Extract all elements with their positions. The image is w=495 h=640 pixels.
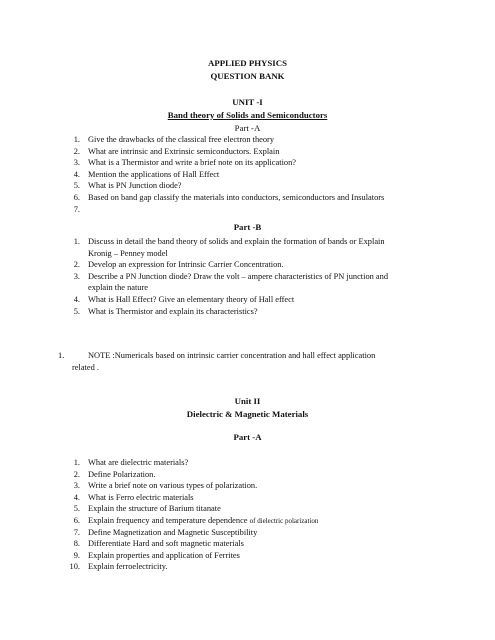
- unit1-part-a-list: [0, 134, 495, 215]
- list-item: 2. Develop an expression for Intrinsic Carrier Concentration.: [73, 260, 284, 270]
- unit1-part-a-label: Part -A: [234, 123, 261, 133]
- unit1-part-b-label: Part -B: [233, 222, 262, 232]
- list-item: 2. Define Polarization.: [73, 469, 156, 479]
- list-item: 1. Give the drawbacks of the classical free electron theory: [73, 135, 275, 144]
- unit2-part-a-list: [0, 457, 495, 573]
- list-item: 3. Describe a PN Junction diode? Draw the volt – ampere characteristics of PN junction and explain the nature: [73, 271, 389, 293]
- list-item: 9. Explain properties and application of Ferrites: [73, 550, 240, 560]
- list-item: 5. What is PN Junction diode?: [73, 181, 182, 191]
- list-item: 6. Explain frequency and temperature dependence of dielectric polarization: [73, 515, 319, 525]
- list-item: 6. Based on band gap classify the materials into conductors, semiconductors and Insulators: [73, 192, 385, 202]
- list-item: 4. What is Ferro electric materials: [73, 492, 194, 502]
- list-item: 5. Explain the structure of Barium titanate: [73, 504, 221, 514]
- list-item: 7. Define Magnetization and Magnetic Susceptibility: [73, 527, 258, 537]
- unit2-subheading: Dielectric & Magnetic Materials: [186, 409, 309, 419]
- list-item: 8. Differentiate Hard and soft magnetic materials: [73, 539, 244, 549]
- unit2-heading: Unit II: [234, 396, 261, 406]
- list-item: 3. Write a brief note on various types of polarization.: [73, 481, 258, 491]
- list-item: 1. What are dielectric materials?: [73, 458, 189, 467]
- note-text-continued: related .: [72, 363, 99, 372]
- list-item: 4. What is Hall Effect? Give an elementary theory of Hall effect: [73, 294, 295, 304]
- list-item: 10. Explain ferroelectricity.: [69, 562, 168, 572]
- document-title: APPLIED PHYSICS: [208, 58, 287, 68]
- unit1-part-b-list: [0, 236, 495, 317]
- unit1-subheading: Band theory of Solids and Semiconductors: [167, 110, 328, 120]
- note-text: NOTE :Numericals based on intrinsic carrier concentration and hall effect application: [88, 351, 376, 360]
- list-item: 2. What are intrinsic and Extrinsic semiconductors. Explain: [73, 146, 280, 156]
- list-item: 4. Mention the applications of Hall Effect: [73, 169, 220, 179]
- unit2-part-a-label: Part -A: [233, 432, 262, 442]
- list-item: 3. What is a Thermistor and write a brief note on its application?: [73, 158, 296, 168]
- note-number: 1.: [58, 351, 65, 360]
- document-subtitle: QUESTION BANK: [210, 71, 285, 81]
- unit1-heading: UNIT -I: [232, 97, 263, 107]
- list-item: 7.: [73, 204, 80, 214]
- list-item: 1. Discuss in detail the band theory of solids and explain the formation of bands or Explain Kronig – Penney model: [73, 237, 385, 258]
- list-item: 5. What is Thermistor and explain its characteristics?: [73, 306, 258, 316]
